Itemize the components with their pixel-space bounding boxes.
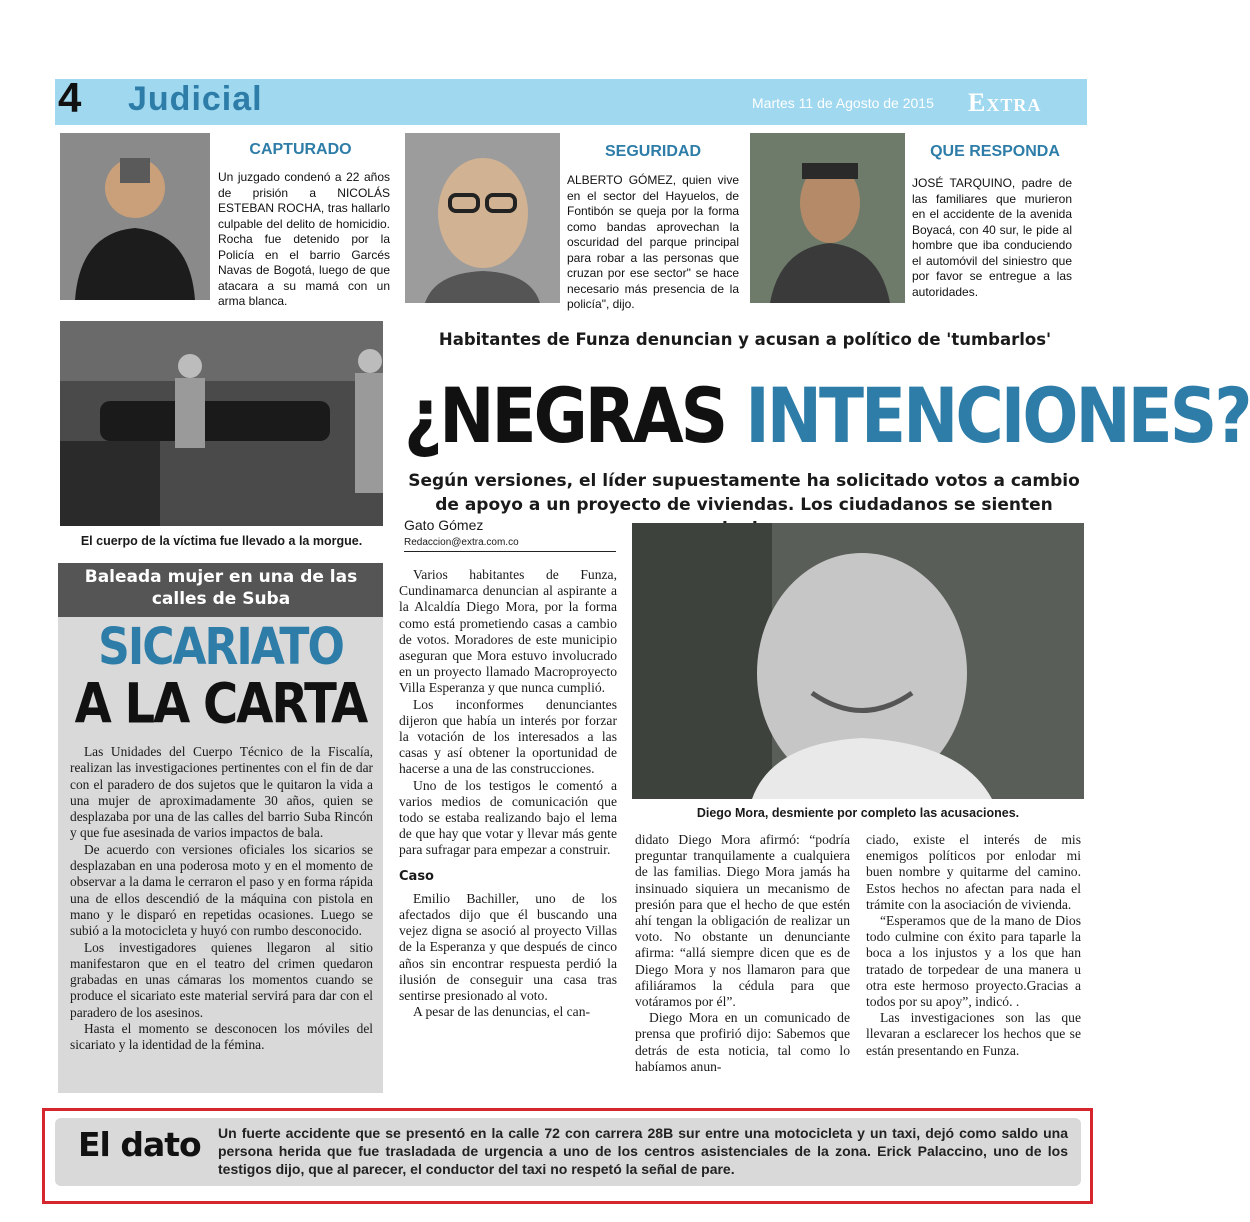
left-story-headline-1: SICARIATO xyxy=(98,618,343,677)
left-story-paragraph: Hasta el momento se desconocen los móviles del sicariato y la identidad de la fémina. xyxy=(70,1021,373,1053)
byline: Gato Gómez xyxy=(404,517,484,533)
brief-title-security: SEGURIDAD xyxy=(604,143,701,160)
left-story-paragraph: Los investigadores quienes llegaron al sitio manifestaron que en el teatro del crimen quedaron grabadas en unas cámaras los momentos cuando se produce el sicariato este material servirá para dar con el paradero de los asesinos. xyxy=(70,939,373,1020)
person-portrait-icon xyxy=(750,133,905,303)
left-story-paragraph: De acuerdo con versiones oficiales los sicarios se desplazaban en una poderosa moto y en el momento de observar a la dama le cerraron el paso y en forma rápida una de ellos descendió de la máquina con pistola en mano y le disparó en repetidas ocasiones. Luego se subió a la motocicleta y huyó con rumbo desconocido. xyxy=(70,841,373,939)
dato-label: El dato xyxy=(78,1125,201,1164)
brief-title-respond: QUE RESPONDA xyxy=(930,143,1060,160)
headline-part-2: INTENCIONES? xyxy=(745,372,1250,461)
left-story-body xyxy=(70,744,373,1054)
issue-date: Martes 11 de Agosto de 2015 xyxy=(752,95,934,111)
brief-text-security: ALBERTO GÓMEZ, quien vive en el sector del Hayuelos, de Fontibón se queja por la forma como bandas aprovechan la oscuridad del parque principal para robar a las personas que cruzan por ese sector" se hace necesario más presencia de la policía", dijo. xyxy=(567,173,739,311)
main-photo-caption: Diego Mora, desmiente por completo las acusaciones. xyxy=(696,806,1020,820)
main-story-column-2 xyxy=(635,832,850,1075)
politician-portrait-illustration xyxy=(632,523,1084,799)
brief-photo-security xyxy=(405,133,560,303)
main-story-column-1 xyxy=(399,567,617,1020)
brief-photo-captured xyxy=(60,133,210,300)
main-paragraph: Diego Mora en un comunicado de prensa que profirió dijo: Sabemos que detrás de esta noticia, tal como lo habíamos anun- xyxy=(635,1010,850,1074)
main-story-column-3 xyxy=(866,832,1081,1059)
main-paragraph: Varios habitantes de Funza, Cundinamarca denuncian al aspirante a la Alcaldía Diego Mora, por la forma como está prometiendo casas a cambio de votos. Moradores de este municipio aseguran que Mora estuvo involucrado en un proyecto llamado Macroproyecto Villa Esperanza y que nunca cumplió. xyxy=(399,567,617,696)
byline-email: Redaccion@extra.com.co xyxy=(404,537,616,552)
headline-part-1: ¿NEGRAS xyxy=(404,372,726,461)
left-story-subhead: Baleada mujer en una de las calles de Suba xyxy=(84,567,358,609)
brief-photo-respond xyxy=(750,133,905,303)
brand-logo: Extra xyxy=(968,88,1042,117)
main-paragraph: Emilio Bachiller, uno de los afectados dijo que él buscando una vejez digna se asoció al proyecto Villas de la Esperanza y que después de cinco años sin encontrar respuesta perdió la ilusión de conseguir una casa tras sentirse presionado al voto. xyxy=(399,890,617,1004)
brief-title-captured: CAPTURADO xyxy=(249,141,352,158)
left-story-headline-2: A LA CARTA xyxy=(74,671,367,737)
crime-scene-illustration xyxy=(60,321,383,526)
main-story-deck: Según versiones, el líder supuestamente ha solicitado votos a cambio de apoyo a un proyecto de viviendas. Los ciudadanos se sienten xyxy=(408,471,1080,515)
page-number: 4 xyxy=(58,74,82,121)
person-silhouette-icon xyxy=(60,133,210,300)
brief-text-captured: Un juzgado condenó a 22 años de prisión a NICOLÁS ESTEBAN ROCHA, tras hallarlo culpable del delito de homicidio. Rocha fue detenido por la Policía en el barrio Garcés Navas de Bogotá, luego de que atacara a su mamá con un arma blanca. xyxy=(218,170,390,308)
brief-text-respond: JOSÉ TARQUINO, padre de las familiares que murieron en el accidente de la avenida Boyacá, con 40 sur, le pide al hombre que iba conduciendo el automóvil del siniestro que por favor se entregue a las autoridades. xyxy=(912,176,1072,299)
crime-photo-caption: El cuerpo de la víctima fue llevado a la morgue. xyxy=(80,534,363,548)
main-paragraph: “Esperamos que de la mano de Dios todo culmine con éxito para taparle la boca a los injustos y a los que han tratado de torpedear de una manera u otra este hermoso proyecto.Gracias a todos por su apoy”, indicó. . xyxy=(866,913,1081,1010)
main-paragraph: Las investigaciones son las que llevaran a esclarecer los hechos que se están presentando en Funza. xyxy=(866,1010,1081,1058)
main-paragraph: Uno de los testigos le comentó a varios medios de comunicación que todo se estaba realizando bajo el lema de que hay que votar y llevar más gente para sufragar para empezar a construir. xyxy=(399,777,617,858)
crime-scene-photo xyxy=(60,321,383,526)
main-paragraph: ciado, existe el interés de mis enemigos políticos por enlodar mi buen nombre y quitarme del camino. Estos hechos no afectan para nada el trámite con la asociación de vivienda. xyxy=(866,832,1081,912)
main-story-photo xyxy=(632,523,1084,799)
person-portrait-icon xyxy=(405,133,560,303)
section-title: Judicial xyxy=(128,80,263,118)
left-story-paragraph: Las Unidades del Cuerpo Técnico de la Fiscalía, realizan las investigaciones pertinentes con el fin de dar con el paradero de dos sujetos que le quitaron la vida a una mujer de aproximadamente 30 años, quien se desplazaba por una de las calles del barrio Suba Rincón y que fue asesinada de varios impactos de bala. xyxy=(70,744,373,841)
main-story-kicker: Habitantes de Funza denuncian y acusan a político de 'tumbarlos' xyxy=(438,330,1052,349)
main-paragraph: A pesar de las denuncias, el can- xyxy=(413,1004,591,1020)
main-story-headline xyxy=(404,372,1250,461)
dato-text: Un fuerte accidente que se presentó en la calle 72 con carrera 28B sur entre una motocicleta y un taxi, dejó como saldo una persona herida que fue trasladada de urgencia a uno de los centros asistenciales de la zona. Erick Palaccino, uno de los testigos dijo, que al parecer, el conductor del taxi no respetó la señal de pare. xyxy=(218,1125,1068,1177)
main-paragraph: Los inconformes denunciantes dijeron que había un interés por forzar la votación de los interesados a las casas y así obtener la oportunidad de hacerse a una de las construcciones. xyxy=(399,696,617,777)
main-paragraph: didato Diego Mora afirmó: “podría preguntar tranquilamente a cualquiera de las familias. Diego Mora jamás ha insinuado siquiera un mecanismo de presión para que el hecho de que estén ahí tengan la obligación de realizar un voto. No obstante un denunciante afirma: “allá siempre dicen que es de Diego Mora y nos llamaron para que afiliáramos la cédula para que votáramos por él”. xyxy=(635,832,850,1010)
main-story-subhead: Caso xyxy=(399,868,434,884)
